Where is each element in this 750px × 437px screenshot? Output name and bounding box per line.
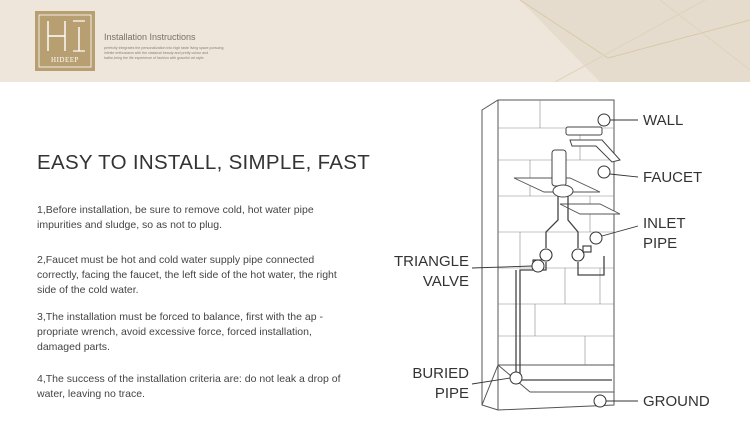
label-wall: WALL — [643, 112, 684, 129]
label-faucet: FAUCET — [643, 169, 703, 186]
step-4: 4,The success of the installation criteria are: do not leak a drop of water, leaving no trace. — [37, 373, 341, 400]
label-buried-pipe-line1: BURIED — [412, 365, 469, 382]
section-title: Installation Instructions — [104, 32, 196, 42]
label-ground: GROUND — [643, 393, 710, 410]
header-banner — [0, 0, 750, 82]
step-1: 1,Before installation, be sure to remove cold, hot water pipe impurities and sludge, so as not to plug. — [37, 204, 314, 231]
label-buried-pipe-line2: PIPE — [434, 385, 469, 402]
step-2: 2,Faucet must be hot and cold water supply pipe connected correctly, facing the faucet, the left side of the hot water, the right side of the cold water. — [37, 254, 337, 296]
label-triangle-valve-line1: TRIANGLE — [393, 253, 469, 270]
brand-name: HIDEEP — [51, 56, 79, 64]
brand-logo — [35, 11, 95, 71]
brand-tagline: perfectly integrates the personalization into high taste living space,pursuing infinite enthusiasm with the classical beauty and pretty colour and bathe,bring the life experience of fashion with graceful art style. — [104, 46, 224, 60]
installation-diagram — [380, 95, 725, 425]
page-title: EASY TO INSTALL, SIMPLE, FAST — [37, 151, 371, 174]
label-triangle-valve-line2: VALVE — [422, 273, 469, 290]
label-inlet-pipe-line2: PIPE — [643, 235, 678, 252]
label-inlet-pipe-line1: INLET — [643, 215, 686, 232]
step-3: 3,The installation must be forced to balance, first with the ap -propriate wrench, avoid excessive force, forced installation, damaged parts. — [37, 311, 323, 353]
